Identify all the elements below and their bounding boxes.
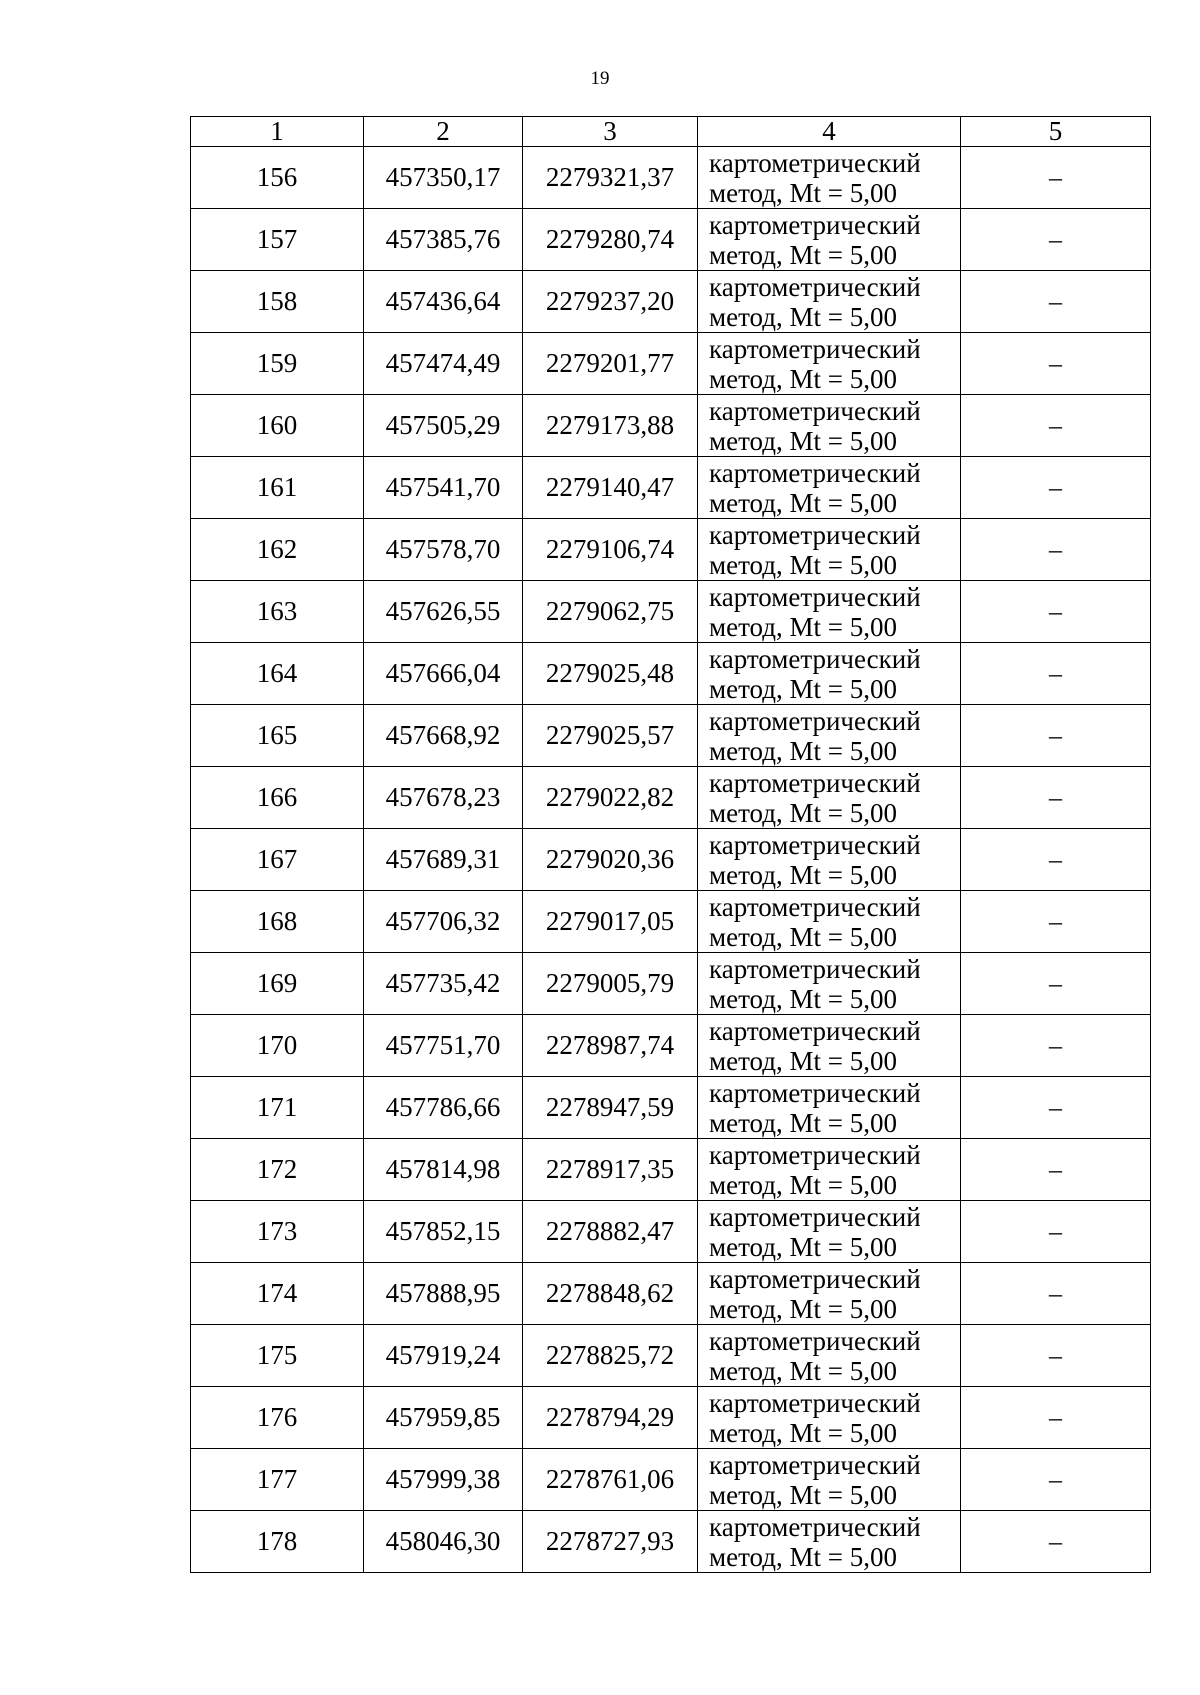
y-coordinate-cell: 2278761,06 xyxy=(523,1449,698,1511)
method-line-2: метод, Mt = 5,00 xyxy=(709,549,897,580)
method-cell xyxy=(698,581,961,643)
y-coordinate-cell: 2278794,29 xyxy=(523,1387,698,1449)
method-line-1: картометрический xyxy=(709,767,921,798)
y-coordinate-cell: 2278848,62 xyxy=(523,1263,698,1325)
method-cell xyxy=(698,333,961,395)
point-number-cell: 167 xyxy=(191,829,364,891)
method-line-1: картометрический xyxy=(709,1511,921,1542)
table-row xyxy=(191,1263,1151,1325)
x-coordinate-cell: 457668,92 xyxy=(364,705,523,767)
method-line-2: метод, Mt = 5,00 xyxy=(709,797,897,828)
column-5-cell: – xyxy=(961,1201,1151,1263)
method-line-1: картометрический xyxy=(709,1015,921,1046)
method-line-2: метод, Mt = 5,00 xyxy=(709,1169,897,1200)
point-number-cell: 173 xyxy=(191,1201,364,1263)
column-5-cell: – xyxy=(961,953,1151,1015)
method-line-2: метод, Mt = 5,00 xyxy=(709,1107,897,1138)
x-coordinate-cell: 457436,64 xyxy=(364,271,523,333)
method-line-1: картометрический xyxy=(709,1325,921,1356)
point-number-cell: 157 xyxy=(191,209,364,271)
column-5-cell: – xyxy=(961,1387,1151,1449)
column-5-cell: – xyxy=(961,1015,1151,1077)
header-row xyxy=(191,117,1151,147)
column-5-cell: – xyxy=(961,209,1151,271)
x-coordinate-cell: 457888,95 xyxy=(364,1263,523,1325)
table-row xyxy=(191,643,1151,705)
column-5-cell: – xyxy=(961,581,1151,643)
method-line-1: картометрический xyxy=(709,1077,921,1108)
method-line-2: метод, Mt = 5,00 xyxy=(709,1231,897,1262)
point-number-cell: 177 xyxy=(191,1449,364,1511)
method-cell xyxy=(698,953,961,1015)
table-row xyxy=(191,1077,1151,1139)
method-cell xyxy=(698,1387,961,1449)
x-coordinate-cell: 457706,32 xyxy=(364,891,523,953)
column-header: 4 xyxy=(698,117,961,147)
method-cell xyxy=(698,519,961,581)
point-number-cell: 176 xyxy=(191,1387,364,1449)
table-row xyxy=(191,829,1151,891)
table-row xyxy=(191,395,1151,457)
method-cell xyxy=(698,1325,961,1387)
column-5-cell: – xyxy=(961,829,1151,891)
method-line-1: картометрический xyxy=(709,457,921,488)
column-5-cell: – xyxy=(961,1139,1151,1201)
y-coordinate-cell: 2279321,37 xyxy=(523,147,698,209)
method-line-1: картометрический xyxy=(709,209,921,240)
point-number-cell: 175 xyxy=(191,1325,364,1387)
method-line-2: метод, Mt = 5,00 xyxy=(709,611,897,642)
method-line-1: картометрический xyxy=(709,581,921,612)
y-coordinate-cell: 2279022,82 xyxy=(523,767,698,829)
table-row xyxy=(191,1449,1151,1511)
point-number-cell: 171 xyxy=(191,1077,364,1139)
method-line-2: метод, Mt = 5,00 xyxy=(709,1417,897,1448)
table-body xyxy=(191,147,1151,1573)
y-coordinate-cell: 2279140,47 xyxy=(523,457,698,519)
column-header: 1 xyxy=(191,117,364,147)
method-line-2: метод, Mt = 5,00 xyxy=(709,301,897,332)
y-coordinate-cell: 2279201,77 xyxy=(523,333,698,395)
y-coordinate-cell: 2279017,05 xyxy=(523,891,698,953)
x-coordinate-cell: 457814,98 xyxy=(364,1139,523,1201)
column-5-cell: – xyxy=(961,643,1151,705)
method-line-1: картометрический xyxy=(709,395,921,426)
table-row xyxy=(191,1201,1151,1263)
table-row xyxy=(191,1139,1151,1201)
table-row xyxy=(191,1387,1151,1449)
x-coordinate-cell: 457505,29 xyxy=(364,395,523,457)
y-coordinate-cell: 2279280,74 xyxy=(523,209,698,271)
table-row xyxy=(191,705,1151,767)
method-line-1: картометрический xyxy=(709,1201,921,1232)
method-line-1: картометрический xyxy=(709,1139,921,1170)
method-line-2: метод, Mt = 5,00 xyxy=(709,177,897,208)
table-row xyxy=(191,767,1151,829)
point-number-cell: 170 xyxy=(191,1015,364,1077)
x-coordinate-cell: 457959,85 xyxy=(364,1387,523,1449)
method-cell xyxy=(698,457,961,519)
method-line-1: картометрический xyxy=(709,1263,921,1294)
y-coordinate-cell: 2279237,20 xyxy=(523,271,698,333)
method-line-2: метод, Mt = 5,00 xyxy=(709,1541,897,1572)
y-coordinate-cell: 2278727,93 xyxy=(523,1511,698,1573)
point-number-cell: 161 xyxy=(191,457,364,519)
method-cell xyxy=(698,829,961,891)
x-coordinate-cell: 457541,70 xyxy=(364,457,523,519)
method-cell xyxy=(698,1139,961,1201)
y-coordinate-cell: 2279025,57 xyxy=(523,705,698,767)
column-5-cell: – xyxy=(961,395,1151,457)
point-number-cell: 159 xyxy=(191,333,364,395)
column-5-cell: – xyxy=(961,147,1151,209)
y-coordinate-cell: 2279106,74 xyxy=(523,519,698,581)
column-header: 5 xyxy=(961,117,1151,147)
column-header: 2 xyxy=(364,117,523,147)
method-cell xyxy=(698,209,961,271)
method-line-2: метод, Mt = 5,00 xyxy=(709,1045,897,1076)
method-line-2: метод, Mt = 5,00 xyxy=(709,425,897,456)
column-5-cell: – xyxy=(961,271,1151,333)
method-line-2: метод, Mt = 5,00 xyxy=(709,1479,897,1510)
method-line-1: картометрический xyxy=(709,829,921,860)
method-cell xyxy=(698,767,961,829)
column-5-cell: – xyxy=(961,519,1151,581)
y-coordinate-cell: 2278882,47 xyxy=(523,1201,698,1263)
column-5-cell: – xyxy=(961,1511,1151,1573)
coordinates-table xyxy=(190,116,1151,1573)
method-cell xyxy=(698,1077,961,1139)
method-line-1: картометрический xyxy=(709,333,921,364)
x-coordinate-cell: 458046,30 xyxy=(364,1511,523,1573)
method-line-1: картометрический xyxy=(709,519,921,550)
point-number-cell: 164 xyxy=(191,643,364,705)
method-cell xyxy=(698,643,961,705)
column-5-cell: – xyxy=(961,1449,1151,1511)
x-coordinate-cell: 457350,17 xyxy=(364,147,523,209)
column-5-cell: – xyxy=(961,1077,1151,1139)
method-cell xyxy=(698,147,961,209)
x-coordinate-cell: 457666,04 xyxy=(364,643,523,705)
method-line-1: картометрический xyxy=(709,1387,921,1418)
method-cell xyxy=(698,1015,961,1077)
table-row xyxy=(191,1511,1151,1573)
table-row xyxy=(191,953,1151,1015)
method-line-2: метод, Mt = 5,00 xyxy=(709,921,897,952)
point-number-cell: 168 xyxy=(191,891,364,953)
point-number-cell: 174 xyxy=(191,1263,364,1325)
y-coordinate-cell: 2278825,72 xyxy=(523,1325,698,1387)
y-coordinate-cell: 2279173,88 xyxy=(523,395,698,457)
method-line-2: метод, Mt = 5,00 xyxy=(709,1355,897,1386)
point-number-cell: 178 xyxy=(191,1511,364,1573)
column-5-cell: – xyxy=(961,457,1151,519)
point-number-cell: 156 xyxy=(191,147,364,209)
method-line-2: метод, Mt = 5,00 xyxy=(709,983,897,1014)
table-row xyxy=(191,209,1151,271)
table-row xyxy=(191,1015,1151,1077)
x-coordinate-cell: 457735,42 xyxy=(364,953,523,1015)
x-coordinate-cell: 457786,66 xyxy=(364,1077,523,1139)
method-cell xyxy=(698,705,961,767)
x-coordinate-cell: 457919,24 xyxy=(364,1325,523,1387)
method-line-2: метод, Mt = 5,00 xyxy=(709,673,897,704)
method-cell xyxy=(698,395,961,457)
method-line-2: метод, Mt = 5,00 xyxy=(709,487,897,518)
column-5-cell: – xyxy=(961,891,1151,953)
method-line-2: метод, Mt = 5,00 xyxy=(709,363,897,394)
x-coordinate-cell: 457578,70 xyxy=(364,519,523,581)
method-line-1: картометрический xyxy=(709,271,921,302)
point-number-cell: 162 xyxy=(191,519,364,581)
y-coordinate-cell: 2278917,35 xyxy=(523,1139,698,1201)
method-line-2: метод, Mt = 5,00 xyxy=(709,1293,897,1324)
table-row xyxy=(191,519,1151,581)
method-cell xyxy=(698,1449,961,1511)
method-cell xyxy=(698,1263,961,1325)
method-line-1: картометрический xyxy=(709,891,921,922)
point-number-cell: 172 xyxy=(191,1139,364,1201)
x-coordinate-cell: 457474,49 xyxy=(364,333,523,395)
y-coordinate-cell: 2279005,79 xyxy=(523,953,698,1015)
y-coordinate-cell: 2279062,75 xyxy=(523,581,698,643)
y-coordinate-cell: 2279020,36 xyxy=(523,829,698,891)
method-cell xyxy=(698,891,961,953)
point-number-cell: 166 xyxy=(191,767,364,829)
table-row xyxy=(191,891,1151,953)
column-5-cell: – xyxy=(961,705,1151,767)
page-number: 19 xyxy=(590,68,610,89)
x-coordinate-cell: 457385,76 xyxy=(364,209,523,271)
x-coordinate-cell: 457999,38 xyxy=(364,1449,523,1511)
point-number-cell: 165 xyxy=(191,705,364,767)
method-line-1: картометрический xyxy=(709,705,921,736)
column-header: 3 xyxy=(523,117,698,147)
table-row xyxy=(191,1325,1151,1387)
method-line-1: картометрический xyxy=(709,1449,921,1480)
method-line-1: картометрический xyxy=(709,953,921,984)
point-number-cell: 163 xyxy=(191,581,364,643)
y-coordinate-cell: 2278987,74 xyxy=(523,1015,698,1077)
table-row xyxy=(191,147,1151,209)
method-line-2: метод, Mt = 5,00 xyxy=(709,239,897,270)
table-row xyxy=(191,457,1151,519)
column-5-cell: – xyxy=(961,767,1151,829)
table-row xyxy=(191,581,1151,643)
x-coordinate-cell: 457689,31 xyxy=(364,829,523,891)
x-coordinate-cell: 457751,70 xyxy=(364,1015,523,1077)
method-cell xyxy=(698,271,961,333)
x-coordinate-cell: 457678,23 xyxy=(364,767,523,829)
method-line-2: метод, Mt = 5,00 xyxy=(709,735,897,766)
column-5-cell: – xyxy=(961,1325,1151,1387)
column-5-cell: – xyxy=(961,1263,1151,1325)
table-row xyxy=(191,333,1151,395)
method-line-2: метод, Mt = 5,00 xyxy=(709,859,897,890)
y-coordinate-cell: 2278947,59 xyxy=(523,1077,698,1139)
method-cell xyxy=(698,1511,961,1573)
method-cell xyxy=(698,1201,961,1263)
point-number-cell: 160 xyxy=(191,395,364,457)
table-row xyxy=(191,271,1151,333)
point-number-cell: 169 xyxy=(191,953,364,1015)
x-coordinate-cell: 457626,55 xyxy=(364,581,523,643)
column-5-cell: – xyxy=(961,333,1151,395)
method-line-1: картометрический xyxy=(709,147,921,178)
x-coordinate-cell: 457852,15 xyxy=(364,1201,523,1263)
point-number-cell: 158 xyxy=(191,271,364,333)
y-coordinate-cell: 2279025,48 xyxy=(523,643,698,705)
method-line-1: картометрический xyxy=(709,643,921,674)
